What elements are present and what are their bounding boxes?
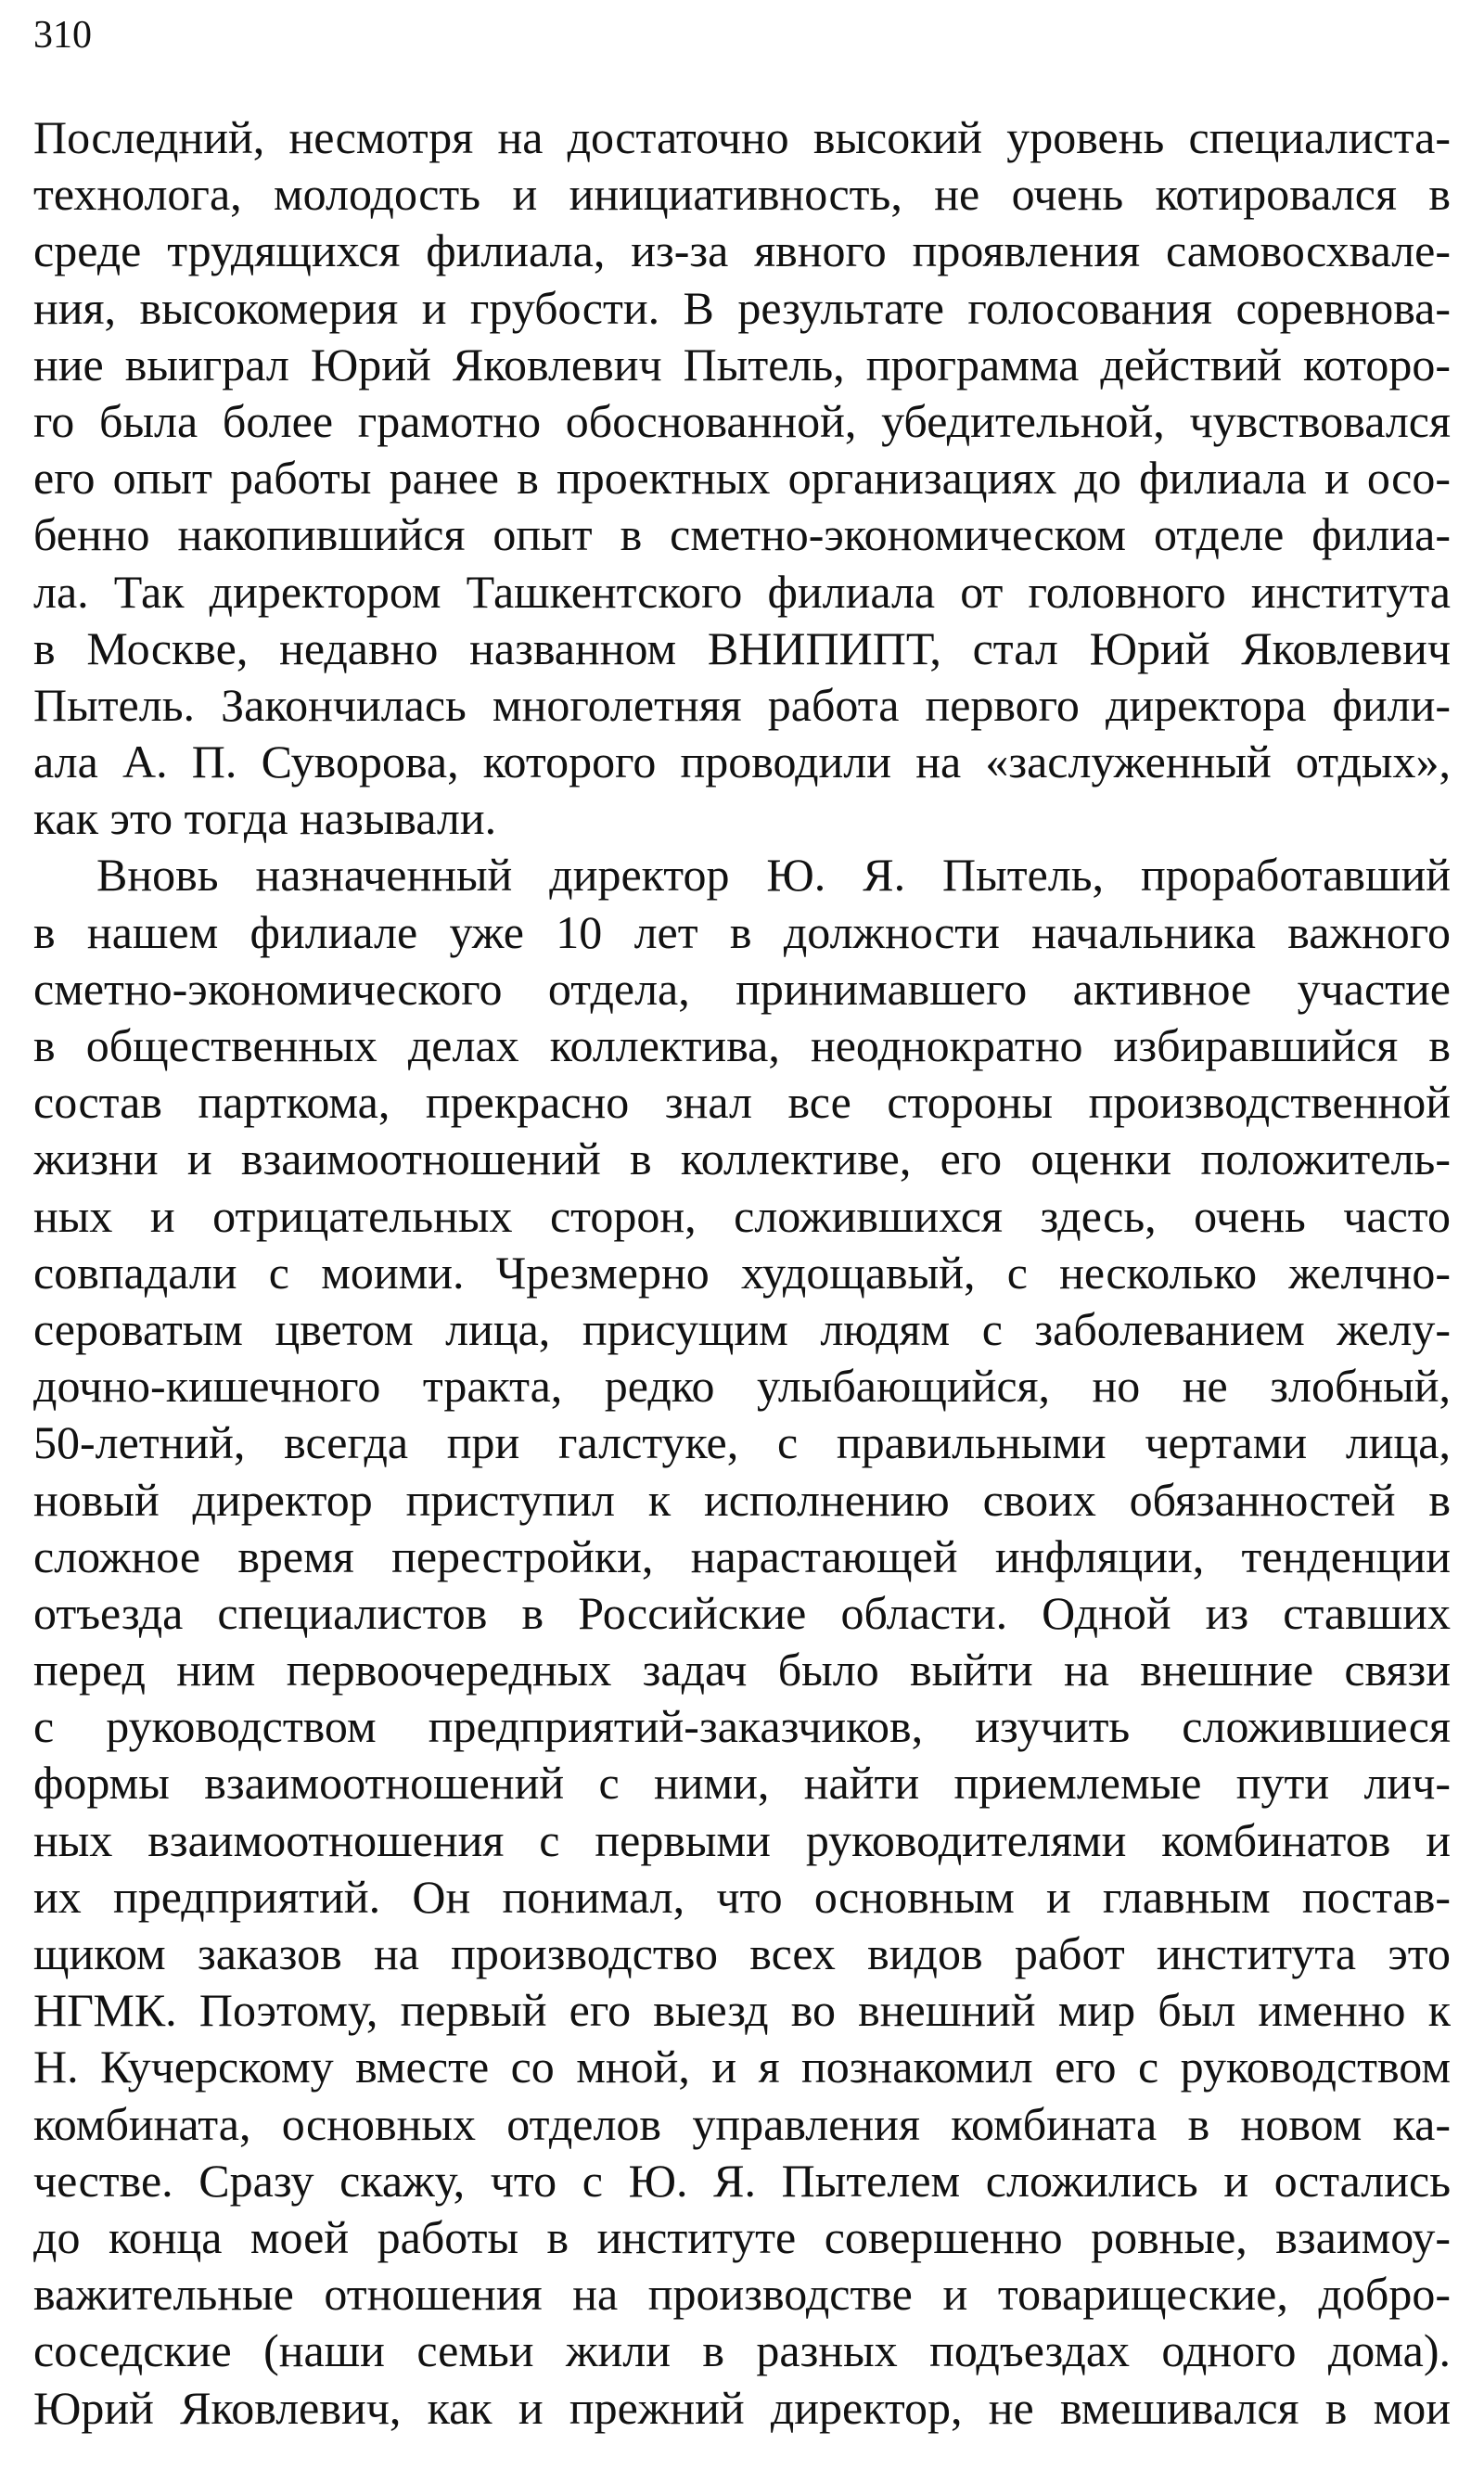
text-line: го была более грамотно обоснованной, убедительной, чувствовался	[33, 394, 1451, 447]
text-line: его опыт работы ранее в проектных организациях до филиала и осо-	[33, 452, 1451, 505]
text-line: формы взаимоотношений с ними, найти приемлемые пути лич-	[33, 1757, 1451, 1810]
text-line: Последний, несмотря на достаточно высокий уровень специалиста-	[33, 111, 1451, 163]
text-line: с руководством предприятий-заказчиков, изучить сложившиеся	[33, 1700, 1451, 1753]
body-text	[33, 109, 1451, 2437]
text-line: сложное время перестройки, нарастающей инфляции, тенденции	[33, 1529, 1451, 1582]
text-line: в Москве, недавно названном ВНИПИПТ, стал Юрий Яковлевич	[33, 621, 1451, 674]
text-line: совпадали с моими. Чрезмерно худощавый, с несколько желчно-	[33, 1246, 1451, 1299]
text-line: честве. Сразу скажу, что с Ю. Я. Пытелем сложились и остались	[33, 2154, 1451, 2207]
text-line: технолога, молодость и инициативность, не очень котировался в	[33, 168, 1451, 221]
text-line: новый директор приступил к исполнению своих обязанностей в	[33, 1473, 1451, 1526]
text-line: как это тогда называли.	[33, 792, 497, 845]
text-line: в нашем филиале уже 10 лет в должности начальника важного	[33, 905, 1451, 958]
text-line: сероватым цветом лица, присущим людям с заболеванием желу-	[33, 1302, 1451, 1355]
text-line: состав парткома, прекрасно знал все стороны производственной	[33, 1076, 1451, 1129]
text-line: ных взаимоотношения с первыми руководителями комбинатов и	[33, 1813, 1451, 1866]
text-line: до конца моей работы в институте совершенно ровные, взаимоу-	[33, 2210, 1451, 2263]
paragraph	[33, 847, 1451, 2436]
text-line: щиком заказов на производство всех видов работ института это	[33, 1927, 1451, 1979]
text-line: в общественных делах коллектива, неоднократно избиравшийся в	[33, 1019, 1451, 1071]
text-line: сметно-экономического отдела, принимавшего активное участие	[33, 962, 1451, 1015]
text-line: важительные отношения на производстве и товарищеские, добро-	[33, 2268, 1451, 2321]
text-line: ла. Так директором Ташкентского филиала от головного института	[33, 565, 1451, 618]
text-line: отъезда специалистов в Российские области. Одной из ставших	[33, 1586, 1451, 1639]
text-line: бенно накопившийся опыт в сметно-экономическом отделе филиа-	[33, 508, 1451, 561]
text-line: Юрий Яковлевич, как и прежний директор, не вмешивался в мои	[33, 2381, 1451, 2434]
text-line: их предприятий. Он понимал, что основным и главным постав-	[33, 1870, 1451, 1923]
text-line: ала А. П. Суворова, которого проводили на «заслуженный отдых»,	[33, 736, 1451, 788]
text-line: ние выиграл Юрий Яковлевич Пытель, программа действий которо-	[33, 338, 1451, 390]
text-line: среде трудящихся филиала, из-за явного проявления самовосхвале-	[33, 224, 1451, 277]
text-line: Пытель. Закончилась многолетняя работа первого директора фили-	[33, 678, 1451, 731]
text-line: ния, высокомерия и грубости. В результате голосования соревнова-	[33, 281, 1451, 334]
text-line: дочно-кишечного тракта, редко улыбающийся, но не злобный,	[33, 1360, 1451, 1413]
text-line: жизни и взаимоотношений в коллективе, его оценки положитель-	[33, 1133, 1451, 1185]
text-line: 50-летний, всегда при галстуке, с правильными чертами лица,	[33, 1416, 1451, 1469]
text-line: Н. Кучерскому вместе со мной, и я познакомил его с руководством	[33, 2041, 1451, 2093]
text-line: ных и отрицательных сторон, сложившихся здесь, очень часто	[33, 1189, 1451, 1242]
text-line: перед ним первоочередных задач было выйти на внешние связи	[33, 1644, 1451, 1696]
paragraph	[33, 109, 1451, 847]
text-line: комбината, основных отделов управления комбината в новом ка-	[33, 2097, 1451, 2150]
page-number: 310	[33, 14, 92, 57]
text-line: Вновь назначенный директор Ю. Я. Пытель, проработавший	[96, 849, 1451, 902]
text-line: НГМК. Поэтому, первый его выезд во внешний мир был именно к	[33, 1984, 1451, 2037]
text-line: соседские (наши семьи жили в разных подъездах одного дома).	[33, 2324, 1451, 2377]
